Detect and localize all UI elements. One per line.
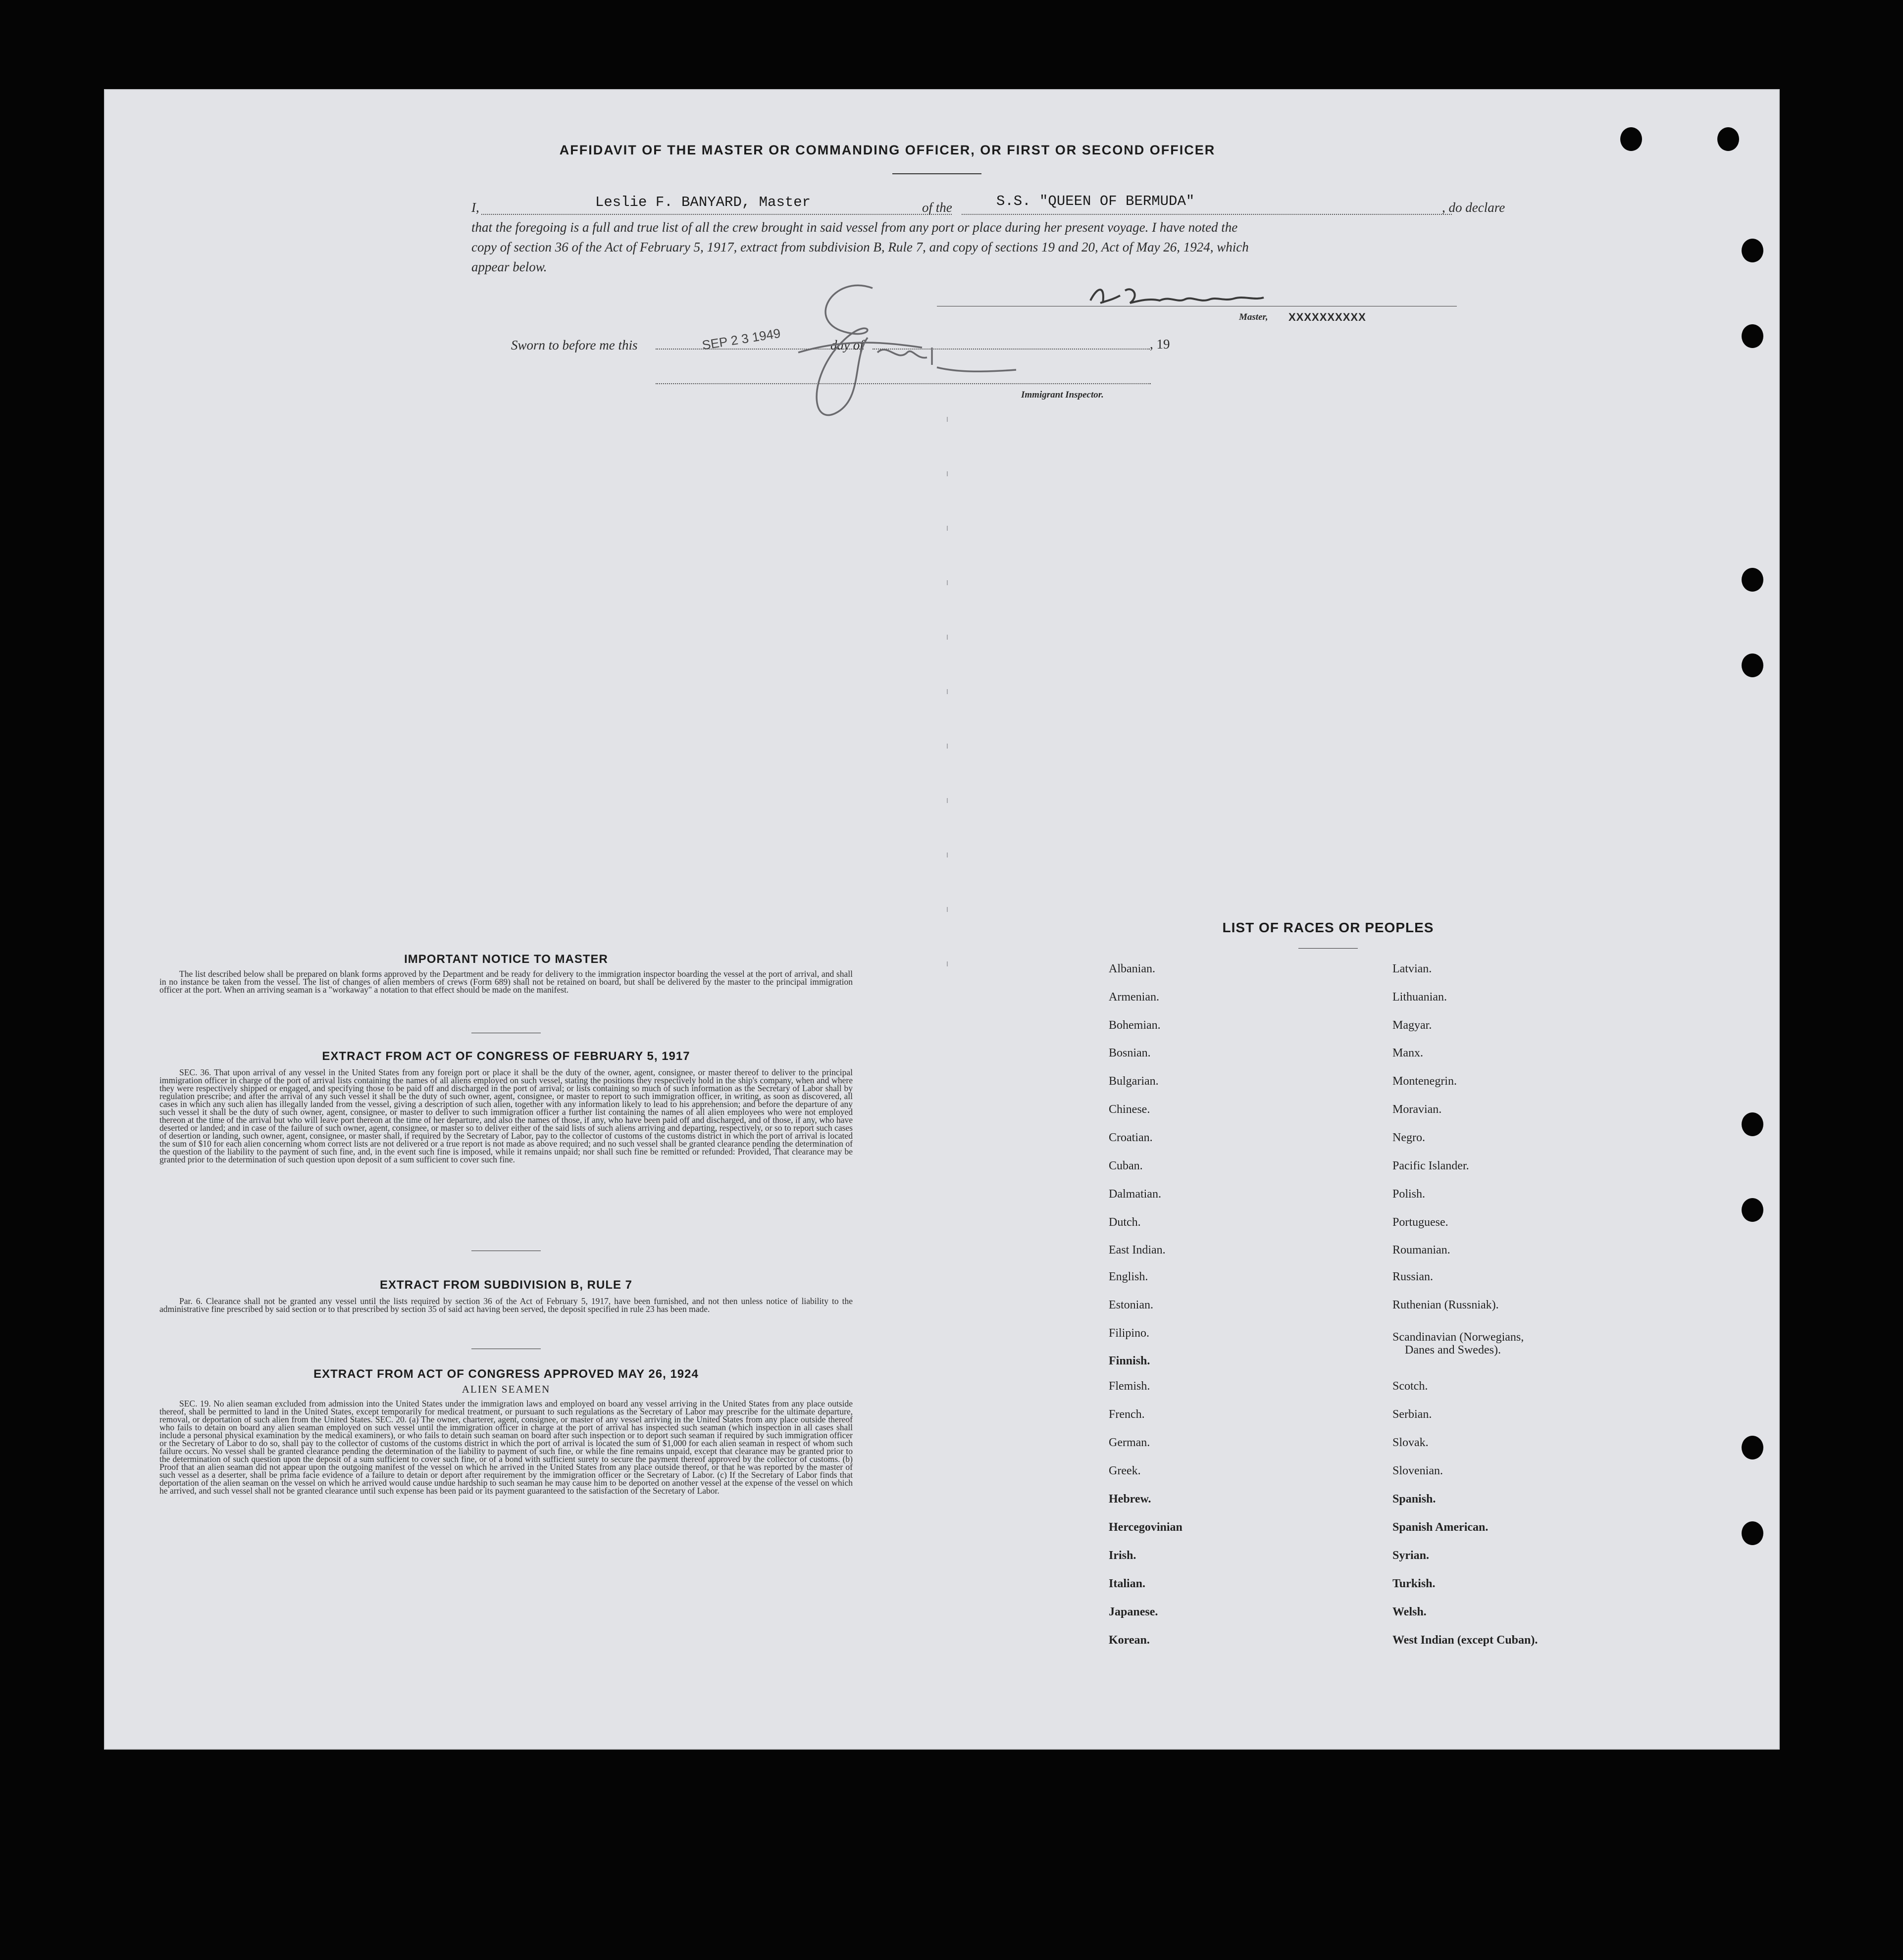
race-left-item: Bosnian.: [1109, 1047, 1151, 1059]
rule7-text: Par. 6. Clearance shall not be granted any vessel until the lists required by section 36 of the Act of February 5, 1917, have been furnished, and not then unless notice of liability to the administrative fine prescribed by said section or to that prescribed by section 35 of said act having been served, the deposit specified in rule 23 has been made.: [159, 1296, 853, 1314]
race-left-item: Albanian.: [1109, 962, 1155, 975]
punch-hole: [1742, 1112, 1763, 1136]
punch-hole: [1742, 1198, 1763, 1222]
race-left-item: Armenian.: [1109, 991, 1159, 1004]
affidavit-line-4: appear below.: [471, 259, 547, 274]
extract-1924-subtitle: ALIEN SEAMEN: [462, 1383, 551, 1395]
race-left-item: Bulgarian.: [1109, 1075, 1159, 1088]
punch-hole: [1717, 127, 1739, 151]
race-left-item: Korean.: [1109, 1634, 1150, 1647]
race-right-item: Magyar.: [1392, 1019, 1432, 1032]
race-right-item: Spanish.: [1392, 1493, 1436, 1506]
race-left-item: Croatian.: [1109, 1131, 1153, 1144]
race-right-item: Danes and Swedes).: [1405, 1344, 1501, 1357]
race-left-item: Dutch.: [1109, 1216, 1141, 1229]
race-left-item: Flemish.: [1109, 1380, 1150, 1393]
race-right-item: Portuguese.: [1392, 1216, 1448, 1229]
punch-hole: [1742, 1436, 1763, 1459]
race-right-item: Scotch.: [1392, 1380, 1428, 1393]
race-left-item: East Indian.: [1109, 1244, 1166, 1256]
extract-1917-title: EXTRACT FROM ACT OF CONGRESS OF FEBRUARY 5, 1917: [322, 1050, 690, 1063]
vessel-name: S.S. "QUEEN OF BERMUDA": [996, 193, 1195, 209]
race-right-item: Negro.: [1392, 1131, 1425, 1144]
race-left-item: Finnish.: [1109, 1355, 1150, 1367]
affidavit-line-3: copy of section 36 of the Act of February 5, 1917, extract from subdivision B, Rule 7, and copy of sections 19 and 20, Act of May 26, 1924, which: [471, 240, 1249, 254]
extract-1924-text: SEC. 19. No alien seaman excluded from admission into the United States under the immigration laws and employed on board any vessel arriving in the United States from any place outside thereof, shall be permitted to land in the United States, except temporarily for medical treatment, or pursuant to such regulations as the Secretary of Labor may prescribe for the ultimate departure, removal, or deportation of such alien from the United States. SEC. 20. (a) The owner, charterer, agent, consignee, or master of any vessel arriving in the United States from any place outside thereof who fails to detain on board any alien seaman employed on such vessel until the immigration officer in charge at the port of arrival has inspected such seaman (which inspection in all cases shall include a personal physical examination by the medical examiners), or who fails to detain such seaman on board after such inspection or to deport such seaman if required by such immigration officer or the Secretary of Labor to do so, shall pay to the collector of customs of the customs district in which the port of arrival is located the sum of $1,000 for each alien seaman in respect of whom such failure occurs. No vessel shall be granted clearance pending the determination of the liability to payment of such fine, or while the fine remains unpaid, except that clearance may be granted prior to the determination of such question upon the deposit of a sum sufficient to cover such fine, or of a bond with sufficient surety to secure the payment thereof approved by the collector of customs. (b) Proof that an alien seaman did not appear upon the outgoing manifest of the vessel on which he arrived in the United States from any place outside thereof, or that he was reported by the master of such vessel as a deserter, shall be prima facie evidence of a failure to detain or deport after requirement by the immigration officer or the Secretary of Labor. (c) If the Secretary of Labor finds that deportation of the alien seaman on the vessel on which he arrived would cause undue hardship to such seaman he may cause him to be deported on another vessel at the expense of the vessel on which he arrived, and such vessel shall not be granted clearance until such expense has been paid or its payment guaranteed to the satisfaction of the Secretary of Labor.: [159, 1399, 853, 1496]
fold-mark: [947, 417, 948, 1011]
sworn-label: Sworn to before me this: [511, 338, 638, 352]
extract-1917-text: SEC. 36. That upon arrival of any vessel in the United States from any foreign port or place it shall be the duty of the owner, agent, consignee, or master thereof to deliver to the principal immigration officer in charge of the port of arrival lists containing the names of all aliens employed on such vessel, stating the positions they respectively hold in the ship's company, when and where they were respectively shipped or engaged, and specifying those to be paid off and discharged in the port of arrival; or lists containing so much of such information as the Secretary of Labor shall by regulation prescribe; and after the arrival of any such vessel it shall be the duty of such owner, agent, consignee, or master to report to such immigration officer, in writing, as soon as discovered, all cases in which any such alien has illegally landed from the vessel, giving a description of such alien, together with any information likely to lead to his apprehension; and before the departure of any such vessel it shall be the duty of such owner, agent, consignee, or master to deliver to such immigration officer a further list containing the names of all alien employees who were not employed thereon at the time of the arrival but who will leave port thereon at the time of her departure, and also the names of those, if any, who have been paid off and discharged, and of those, if any, who have deserted or landed; and in case of the failure of such owner, agent, consignee, or master so to deliver either of the said lists of such aliens arriving and departing, respectively, or so to report such cases of desertion or landing, such owner, agent, consignee, or master shall, if required by the Secretary of Labor, pay to the collector of customs of the customs district in which the port of arrival is located the sum of $10 for each alien concerning whom correct lists are not delivered or a true report is not made as above required; and no such vessel shall be granted clearance pending the determination of the question of the liability to the payment of such fine, and, in the event such fine is imposed, while it remains unpaid; nor shall such fine be remitted or refunded: Provided, That clearance may be granted prior to the determination of such question upon deposit of a sum sufficient to cover such fine.: [159, 1067, 853, 1164]
punch-hole: [1742, 239, 1763, 262]
race-left-item: Bohemian.: [1109, 1019, 1161, 1032]
race-right-item: Ruthenian (Russniak).: [1392, 1299, 1499, 1311]
race-right-item: Manx.: [1392, 1047, 1423, 1059]
race-right-item: Slovak.: [1392, 1436, 1429, 1449]
race-right-item: Montenegrin.: [1392, 1075, 1457, 1088]
race-left-item: Filipino.: [1109, 1327, 1150, 1340]
year-label: , 19: [1150, 337, 1170, 352]
document-page: [104, 89, 1780, 1750]
race-right-item: Russian.: [1392, 1270, 1434, 1283]
race-right-item: Moravian.: [1392, 1103, 1442, 1116]
inspector-label: Immigrant Inspector.: [1021, 390, 1104, 400]
race-right-item: Polish.: [1392, 1188, 1426, 1201]
affidavit-prefix: I,: [471, 200, 479, 215]
inspector-signature: [759, 278, 1036, 437]
race-left-item: Italian.: [1109, 1577, 1146, 1590]
punch-hole: [1742, 324, 1763, 348]
race-right-item: West Indian (except Cuban).: [1392, 1634, 1538, 1647]
extract-1924-title: EXTRACT FROM ACT OF CONGRESS APPROVED MAY 26, 1924: [313, 1367, 699, 1381]
notice-text: The list described below shall be prepared on blank forms approved by the Department and be ready for delivery to the immigration inspector boarding the vessel at the port of arrival, and shall in no instance be taken from the vessel. The list of changes of alien members of crews (Form 689) shall not be retained on board, but shall be delivered by the master to the principal immigration officer at the port. When an arriving seaman is a "workaway" a notation to that effect should be made on the manifest.: [159, 969, 853, 995]
affidavit-title: AFFIDAVIT OF THE MASTER OR COMMANDING OFFICER, OR FIRST OR SECOND OFFICER: [559, 143, 1216, 157]
race-left-item: Chinese.: [1109, 1103, 1150, 1116]
punch-hole: [1620, 127, 1642, 151]
punch-hole: [1742, 1521, 1763, 1545]
day-of-label: day of: [830, 338, 864, 352]
races-title-rule: [1298, 948, 1358, 949]
title-rule: [892, 173, 981, 174]
master-name: Leslie F. BANYARD, Master: [595, 194, 811, 210]
punch-hole: [1742, 568, 1763, 592]
date-stamp: SEP 2 3 1949: [701, 325, 782, 353]
race-left-item: Japanese.: [1109, 1606, 1158, 1618]
race-left-item: Hebrew.: [1109, 1493, 1151, 1506]
do-declare-label: , do declare: [1442, 200, 1505, 215]
race-left-item: Estonian.: [1109, 1299, 1153, 1311]
affidavit-line-2: that the foregoing is a full and true list of all the crew brought in said vessel from any port or place during her present voyage. I have noted the: [471, 220, 1238, 235]
punch-hole: [1742, 653, 1763, 677]
race-left-item: Dalmatian.: [1109, 1188, 1161, 1201]
race-right-item: Scandinavian (Norwegians,: [1392, 1331, 1524, 1344]
race-left-item: Irish.: [1109, 1549, 1136, 1562]
rule7-title: EXTRACT FROM SUBDIVISION B, RULE 7: [379, 1278, 633, 1292]
race-left-item: German.: [1109, 1436, 1150, 1449]
race-left-item: English.: [1109, 1270, 1148, 1283]
race-left-item: Hercegovinian: [1109, 1521, 1183, 1534]
master-label: Master,: [1239, 312, 1268, 322]
race-right-item: Welsh.: [1392, 1606, 1427, 1618]
race-right-item: Lithuanian.: [1392, 991, 1447, 1004]
master-name-line: [481, 214, 952, 215]
master-signature: [1085, 281, 1343, 315]
race-left-item: French.: [1109, 1408, 1145, 1421]
races-title: LIST OF RACES OR PEOPLES: [1222, 920, 1434, 935]
race-right-item: Serbian.: [1392, 1408, 1432, 1421]
race-right-item: Pacific Islander.: [1392, 1159, 1469, 1172]
race-right-item: Spanish American.: [1392, 1521, 1489, 1534]
race-right-item: Slovenian.: [1392, 1464, 1443, 1477]
race-right-item: Syrian.: [1392, 1549, 1430, 1562]
race-left-item: Greek.: [1109, 1464, 1141, 1477]
notice-title: IMPORTANT NOTICE TO MASTER: [404, 953, 608, 966]
race-right-item: Roumanian.: [1392, 1244, 1450, 1256]
race-right-item: Turkish.: [1392, 1577, 1436, 1590]
inspector-line: [656, 383, 1151, 384]
race-right-item: Latvian.: [1392, 962, 1432, 975]
vessel-line: [962, 214, 1452, 215]
race-left-item: Cuban.: [1109, 1159, 1143, 1172]
of-the-label: of the: [922, 200, 952, 215]
struck-officer-title: XXXXXXXXXX: [1288, 311, 1366, 323]
